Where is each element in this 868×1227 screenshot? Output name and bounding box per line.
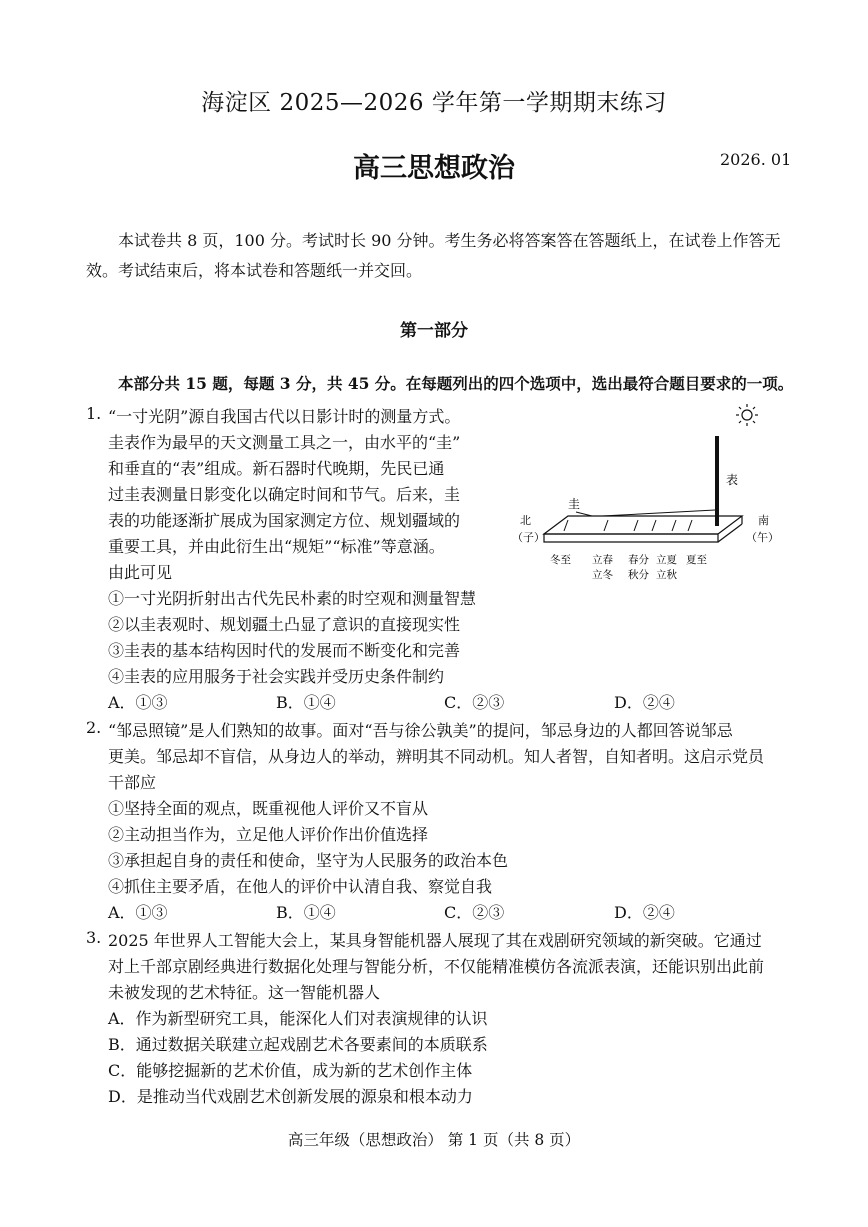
question-2-line: “邹忌照镜”是人们熟知的故事。面对“吾与徐公孰美”的提问，邹忌身边的人都回答说邹忌 — [108, 721, 733, 740]
question-3-line: 对上千部京剧经典进行数据化处理与智能分析，不仅能精准模仿各流派表演，还能识别出此前 — [108, 957, 765, 976]
page-footer: 高三年级（思想政治） 第 1 页（共 8 页） — [287, 1131, 581, 1149]
question-2-option-a: A．①③ — [108, 903, 168, 922]
question-3-line: 未被发现的艺术特征。这一智能机器人 — [108, 983, 381, 1002]
question-2-option-c: C．②③ — [444, 903, 505, 922]
question-2-line: 干部应 — [108, 773, 157, 792]
term-label: 冬至 — [550, 554, 571, 566]
question-2-statement: ④抓住主要矛盾，在他人的评价中认清自我、察觉自我 — [108, 877, 493, 896]
part-title: 第一部分 — [400, 321, 468, 341]
north-zi-label: （子） — [512, 531, 545, 544]
gui-slab — [544, 516, 742, 542]
question-1-line: 和垂直的“表”组成。新石器时代晚期，先民已通 — [108, 459, 445, 478]
part-description: 本部分共 15 题，每题 3 分，共 45 分。在每题列出的四个选项中，选出最符合题目要求的一项。 — [118, 374, 794, 393]
question-1-line: 圭表作为最早的天文测量工具之一，由水平的“圭” — [108, 433, 461, 452]
shadow-line — [602, 510, 715, 516]
question-1-statement: ②以圭表观时、规划疆土凸显了意识的直接现实性 — [108, 615, 461, 634]
term-label: 立秋 — [656, 569, 677, 580]
biao-pole — [715, 436, 719, 526]
solar-term-marks — [564, 520, 692, 531]
question-2-number: 2. — [86, 718, 102, 737]
question-2-line: 更美。邹忌却不盲信，从身边人的举动，辨明其不同动机。知人者智，自知者明。这启示党员 — [108, 747, 765, 766]
question-1-line: “一寸光阴”源自我国古代以日影计时的测量方式。 — [108, 407, 461, 426]
question-1-option-b: B．①④ — [276, 693, 336, 712]
question-3-choice-a: A．作为新型研究工具，能深化人们对表演规律的认识 — [108, 1009, 488, 1028]
question-2-statement: ③承担起自身的责任和使命，坚守为人民服务的政治本色 — [108, 851, 509, 870]
question-2-option-b: B．①④ — [276, 903, 336, 922]
question-1-option-d: D．②④ — [614, 693, 675, 712]
term-label: 夏至 — [686, 554, 707, 566]
question-1-statement: ③圭表的基本结构因时代的发展而不断变化和完善 — [108, 641, 461, 660]
term-label: 立冬 — [592, 569, 613, 580]
term-label: 春分 — [628, 554, 649, 566]
question-1-line: 重要工具，并由此衍生出“规矩”“标准”等意涵。 — [108, 537, 445, 556]
question-3-line: 2025 年世界人工智能大会上，某具身智能机器人展现了其在戏剧研究领域的新突破。它通过 — [108, 931, 762, 950]
question-1-statement: ④圭表的应用服务于社会实践并受历史条件制约 — [108, 667, 445, 686]
south-label: 南 — [758, 514, 769, 527]
biao-label: 表 — [726, 473, 739, 487]
north-label: 北 — [520, 514, 531, 527]
question-1-number: 1. — [86, 404, 102, 423]
question-2-statement: ②主动担当作为，立足他人评价作出价值选择 — [108, 825, 429, 844]
question-1-line: 由此可见 — [108, 563, 173, 582]
question-1-line: 过圭表测量日影变化以确定时间和节气。后来，圭 — [108, 485, 461, 504]
question-2-option-d: D．②④ — [614, 903, 675, 922]
question-1-statement: ①一寸光阴折射出古代先民朴素的时空观和测量智慧 — [108, 589, 477, 608]
term-label: 立春 — [592, 554, 613, 566]
question-1-line: 表的功能逐渐扩展成为国家测定方位、规划疆域的 — [108, 511, 461, 530]
gui-label: 圭 — [568, 497, 581, 511]
guibiao-figure — [510, 400, 780, 580]
sun-icon — [736, 404, 758, 426]
south-wu-label: （午） — [746, 531, 779, 544]
exam-instructions: 本试卷共 8 页，100 分。考试时长 90 分钟。考生务必将答案答在答题纸上，在试卷上作答无效。考试结束后，将本试卷和答题纸一并交回。 — [86, 231, 781, 280]
exam-date: 2026. 01 — [720, 150, 792, 169]
term-label: 秋分 — [628, 569, 649, 580]
term-label: 立夏 — [656, 554, 677, 566]
question-3-choice-b: B．通过数据关联建立起戏剧艺术各要素间的本质联系 — [108, 1035, 488, 1054]
question-3-choice-d: D．是推动当代戏剧艺术创新发展的源泉和根本动力 — [108, 1087, 473, 1106]
question-1-option-c: C．②③ — [444, 693, 505, 712]
subject-title: 高三思想政治 — [353, 153, 515, 184]
question-3-choice-c: C．能够挖掘新的艺术价值，成为新的艺术创作主体 — [108, 1061, 473, 1080]
question-2-statement: ①坚持全面的观点，既重视他人评价又不盲从 — [108, 799, 429, 818]
exam-header-title: 海淀区 2025—2026 学年第一学期期末练习 — [201, 90, 667, 116]
question-3-number: 3. — [86, 928, 102, 947]
question-1-option-a: A．①③ — [108, 693, 168, 712]
